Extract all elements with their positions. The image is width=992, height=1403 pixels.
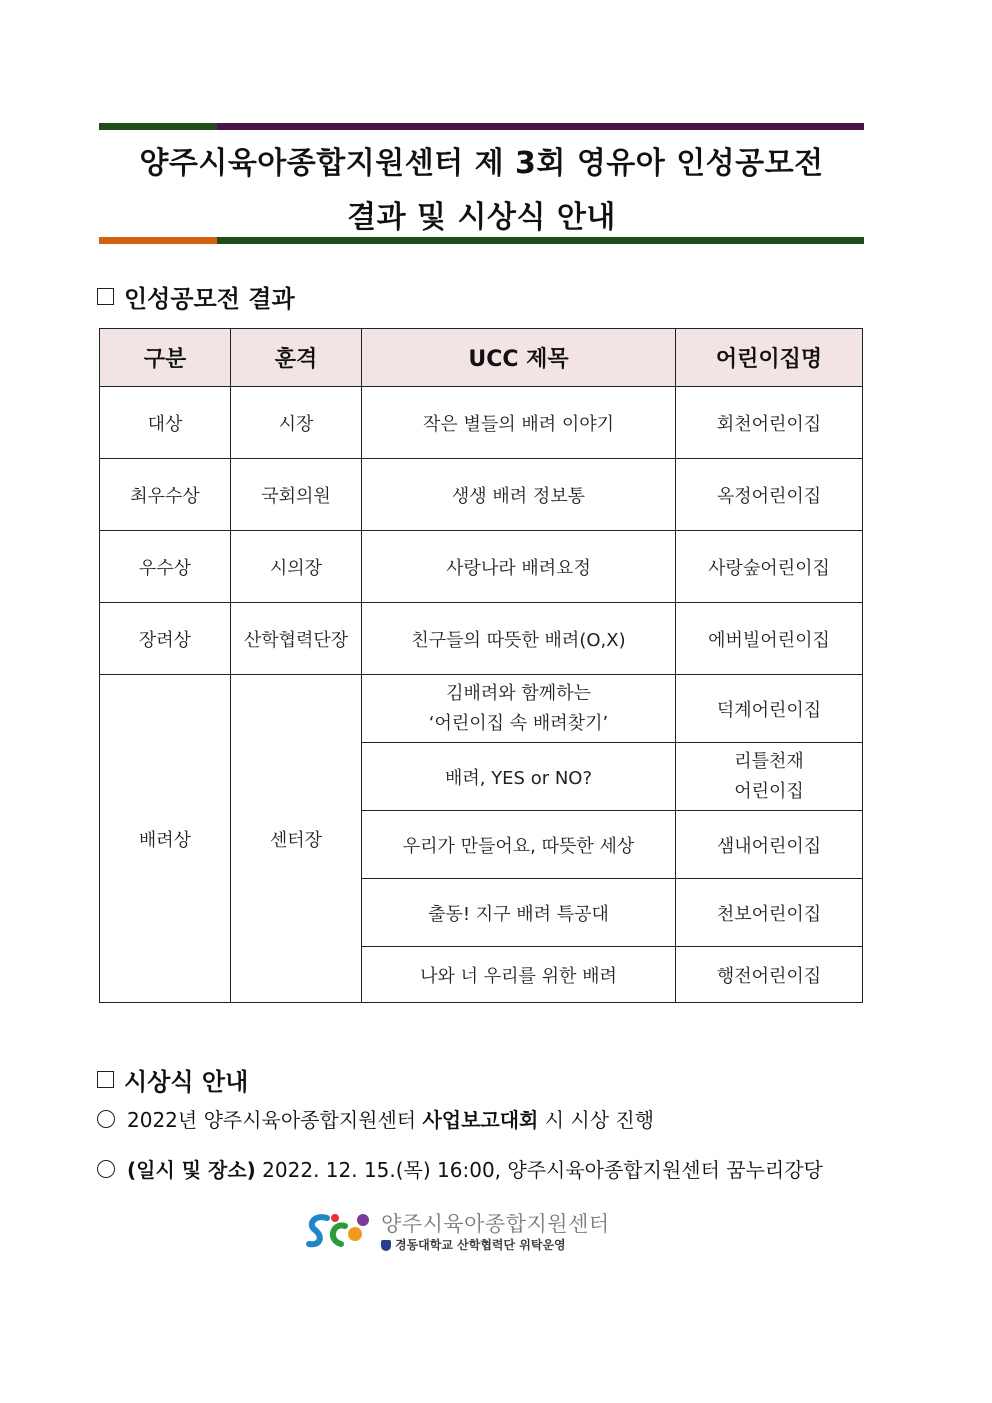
table-row xyxy=(100,387,863,459)
ucc-title-cell: 나와 너 우리를 위한 배려 xyxy=(362,947,676,1003)
column-header: 어린이집명 xyxy=(676,329,863,387)
center-line: 리틀천재 xyxy=(734,750,804,772)
rank-cell: 국회의원 xyxy=(231,459,362,531)
bullet-text xyxy=(127,1104,654,1133)
ucc-title-cell: 우리가 만들어요, 따뜻한 세상 xyxy=(362,811,676,879)
center-cell: 에버빌어린이집 xyxy=(676,603,863,675)
rank-cell: 시의장 xyxy=(231,531,362,603)
logo-name: 양주시육아종합지원센터 xyxy=(381,1212,610,1236)
title-top-rule xyxy=(99,123,864,130)
ucc-title-cell: 친구들의 따뜻한 배려(O,X) xyxy=(362,603,676,675)
logo-text xyxy=(381,1211,610,1253)
ucc-title-cell: 출동! 지구 배려 특공대 xyxy=(362,879,676,947)
circle-bullet-icon xyxy=(97,1160,115,1178)
logo-subtitle xyxy=(381,1237,610,1253)
ucc-title-cell: 배려, YES or NO? xyxy=(362,743,676,811)
logo-mark-icon xyxy=(305,1210,373,1254)
center-cell: 샘내어린이집 xyxy=(676,811,863,879)
ceremony-heading-label: 시상식 안내 xyxy=(124,1068,249,1096)
bullet-text xyxy=(127,1154,823,1183)
bullet-text-post: 2022. 12. 15.(목) 16:00, 양주시육아종합지원센터 꿈누리강당 xyxy=(255,1158,823,1182)
ucc-title-line: ‘어린이집 속 배려찾기’ xyxy=(428,712,609,734)
ucc-title-cell xyxy=(362,675,676,743)
bullet-text-bold: (일시 및 장소) xyxy=(127,1158,256,1182)
center-cell: 옥정어린이집 xyxy=(676,459,863,531)
results-table xyxy=(99,328,863,1003)
checkbox-square-icon xyxy=(97,1071,114,1088)
ucc-title-cell: 사랑나라 배려요정 xyxy=(362,531,676,603)
award-cell: 우수상 xyxy=(100,531,231,603)
university-seal-icon xyxy=(381,1240,391,1251)
award-cell: 장려상 xyxy=(100,603,231,675)
bullet-text-bold: 사업보고대회 xyxy=(422,1108,539,1132)
center-cell: 행전어린이집 xyxy=(676,947,863,1003)
table-row xyxy=(100,531,863,603)
center-cell: 천보어린이집 xyxy=(676,879,863,947)
page-title-line1: 양주시육아종합지원센터 제 3회 영유아 인성공모전 xyxy=(139,146,824,181)
bullet-text-post: 시 시상 진행 xyxy=(538,1108,655,1132)
bullet-text-pre: 2022년 양주시육아종합지원센터 xyxy=(127,1108,423,1132)
ucc-title-line: 김배려와 함께하는 xyxy=(446,682,591,704)
table-row xyxy=(100,459,863,531)
table-row xyxy=(100,603,863,675)
column-header: UCC 제목 xyxy=(362,329,676,387)
table-row xyxy=(100,675,863,743)
results-heading xyxy=(97,279,295,314)
award-cell: 최우수상 xyxy=(100,459,231,531)
organization-logo xyxy=(305,1210,610,1254)
ceremony-bullet-1 xyxy=(97,1104,654,1133)
center-cell xyxy=(676,743,863,811)
rank-cell: 센터장 xyxy=(231,675,362,1003)
award-cell: 배려상 xyxy=(100,675,231,1003)
center-line: 어린이집 xyxy=(734,780,804,802)
column-header: 훈격 xyxy=(231,329,362,387)
ucc-title-cell: 작은 별들의 배려 이야기 xyxy=(362,387,676,459)
logo-subtitle-text: 경동대학교 산학협력단 위탁운영 xyxy=(395,1238,566,1252)
ceremony-heading xyxy=(97,1062,248,1097)
checkbox-square-icon xyxy=(97,288,114,305)
page-title-line2: 결과 및 시상식 안내 xyxy=(347,200,616,235)
center-cell: 덕계어린이집 xyxy=(676,675,863,743)
title-bottom-rule xyxy=(99,237,864,244)
center-cell: 회천어린이집 xyxy=(676,387,863,459)
rank-cell: 산학협력단장 xyxy=(231,603,362,675)
rank-cell: 시장 xyxy=(231,387,362,459)
table-header-row xyxy=(100,329,863,387)
center-cell: 사랑숲어린이집 xyxy=(676,531,863,603)
ceremony-bullet-2 xyxy=(97,1154,823,1183)
circle-bullet-icon xyxy=(97,1110,115,1128)
award-cell: 대상 xyxy=(100,387,231,459)
ucc-title-cell: 생생 배려 정보통 xyxy=(362,459,676,531)
column-header: 구분 xyxy=(100,329,231,387)
results-heading-label: 인성공모전 결과 xyxy=(124,285,295,313)
